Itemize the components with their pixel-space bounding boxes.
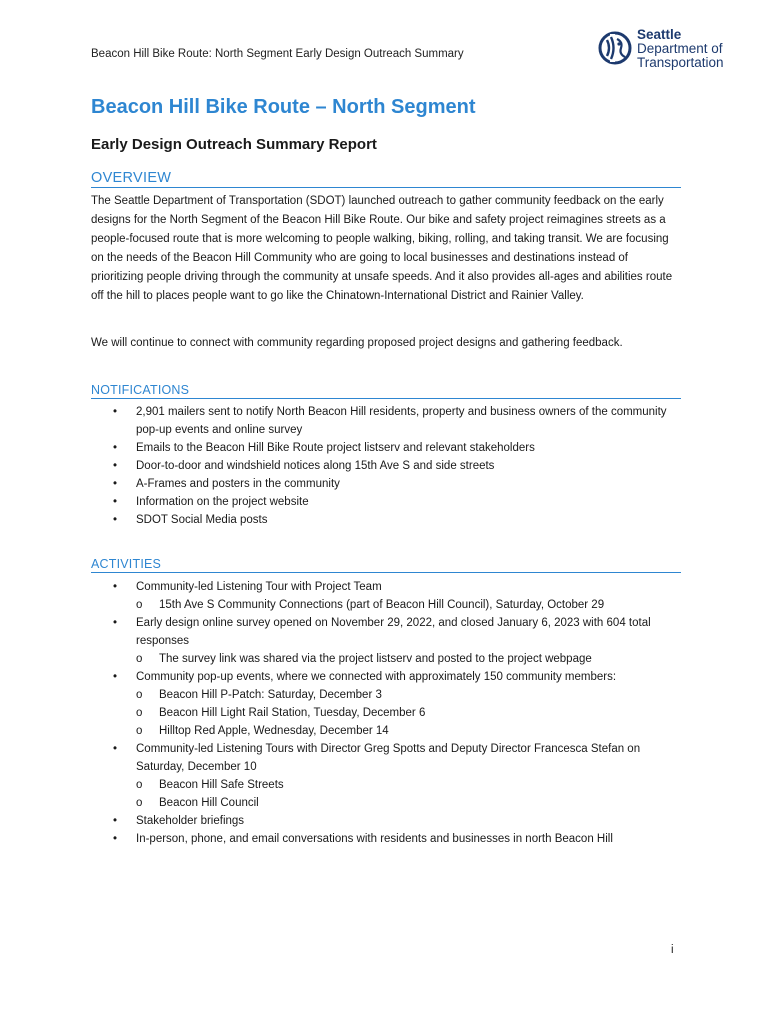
list-item: • Community-led Listening Tours with Director Greg Spotts and Deputy Director Francesca Stefan on Saturday, December 10 o Beacon Hill Safe Streets o Beacon Hill Council — [113, 740, 685, 812]
sub-list — [136, 776, 685, 812]
bullet: • — [113, 581, 118, 593]
sub-list — [136, 650, 685, 668]
sub-list-item: o The survey link was shared via the project listserv and posted to the project webpage — [136, 650, 685, 668]
logo-line-transportation: Transportation — [637, 55, 724, 70]
notifications-heading: NOTIFICATIONS — [91, 383, 681, 399]
sub-bullet: o — [136, 689, 143, 701]
logo-text — [637, 28, 724, 70]
activities-heading: ACTIVITIES — [91, 557, 681, 573]
overview-paragraph-1: The Seattle Department of Transportation (SDOT) launched outreach to gather community feedback on the early designs for the North Segment of the Beacon Hill Bike Route. Our bike and safety project reimagines streets as a people-focused route that is more welcoming to people walking, biking, rolling, and taking transit. We are focusing on the needs of the Beacon Hill Community who are going to local businesses and destinations instead of prioritizing people driving through the community at unsafe speeds. And it also provides all-ages and abilities route off the hill to places people want to go like the Chinatown-International District and Rainier Valley. — [91, 195, 673, 302]
activities-list — [113, 578, 685, 848]
sub-list — [136, 596, 685, 614]
page-title: Beacon Hill Bike Route – North Segment — [91, 96, 476, 118]
list-item: • Information on the project website — [113, 493, 685, 511]
logo-line-department: Department of — [637, 41, 723, 56]
sub-list-item: o Hilltop Red Apple, Wednesday, December 14 — [136, 722, 685, 740]
notifications-list — [113, 403, 685, 529]
list-item: • Community-led Listening Tour with Project Team o 15th Ave S Community Connections (part of Beacon Hill Council), Saturday, October 29 — [113, 578, 685, 614]
sub-list — [136, 686, 685, 740]
sub-list-item: o Beacon Hill P-Patch: Saturday, December 3 — [136, 686, 685, 704]
sub-bullet: o — [136, 707, 143, 719]
sub-bullet: o — [136, 599, 143, 611]
bullet: • — [113, 478, 118, 490]
sub-bullet: o — [136, 653, 143, 665]
bullet: • — [113, 743, 118, 755]
list-item: • Community pop-up events, where we connected with approximately 150 community members: o Beacon Hill P-Patch: Saturday, December 3 o Beacon Hill Light Rail Station, Tuesday, December 6 o Hilltop Red Apple, Wednesday, December 14 — [113, 668, 685, 740]
list-item: • A-Frames and posters in the community — [113, 475, 685, 493]
bullet: • — [113, 617, 118, 629]
sub-bullet: o — [136, 797, 143, 809]
bullet: • — [113, 442, 118, 454]
sub-bullet: o — [136, 779, 143, 791]
logo-line-seattle: Seattle — [637, 27, 682, 42]
sub-bullet: o — [136, 725, 143, 737]
sdot-logo — [597, 28, 724, 70]
list-item: • In-person, phone, and email conversations with residents and businesses in north Beacon Hill — [113, 830, 685, 848]
bullet: • — [113, 460, 118, 472]
bullet: • — [113, 496, 118, 508]
list-item: • Early design online survey opened on November 29, 2022, and closed January 6, 2023 with 604 total responses o The survey link was shared via the project listserv and posted to the project webpage — [113, 614, 685, 668]
overview-paragraph-2: We will continue to connect with community regarding proposed project designs and gathering feedback. — [91, 337, 623, 349]
bullet: • — [113, 815, 118, 827]
list-item: • Stakeholder briefings — [113, 812, 685, 830]
bullet: • — [113, 671, 118, 683]
running-header: Beacon Hill Bike Route: North Segment Early Design Outreach Summary — [91, 48, 464, 60]
sub-list-item: o Beacon Hill Safe Streets — [136, 776, 685, 794]
list-item: • Emails to the Beacon Hill Bike Route project listserv and relevant stakeholders — [113, 439, 685, 457]
list-item: • 2,901 mailers sent to notify North Beacon Hill residents, property and business owners of the community pop-up events and online survey — [113, 403, 685, 439]
list-item: • Door-to-door and windshield notices along 15th Ave S and side streets — [113, 457, 685, 475]
sub-list-item: o Beacon Hill Council — [136, 794, 685, 812]
bullet: • — [113, 833, 118, 845]
overview-heading: OVERVIEW — [91, 170, 681, 188]
list-item: • SDOT Social Media posts — [113, 511, 685, 529]
sub-list-item: o Beacon Hill Light Rail Station, Tuesday, December 6 — [136, 704, 685, 722]
bullet: • — [113, 406, 118, 418]
bullet: • — [113, 514, 118, 526]
sub-list-item: o 15th Ave S Community Connections (part of Beacon Hill Council), Saturday, October 29 — [136, 596, 685, 614]
page-subtitle: Early Design Outreach Summary Report — [91, 136, 377, 153]
seattle-seal-icon — [597, 28, 633, 68]
page-number: i — [671, 944, 674, 956]
